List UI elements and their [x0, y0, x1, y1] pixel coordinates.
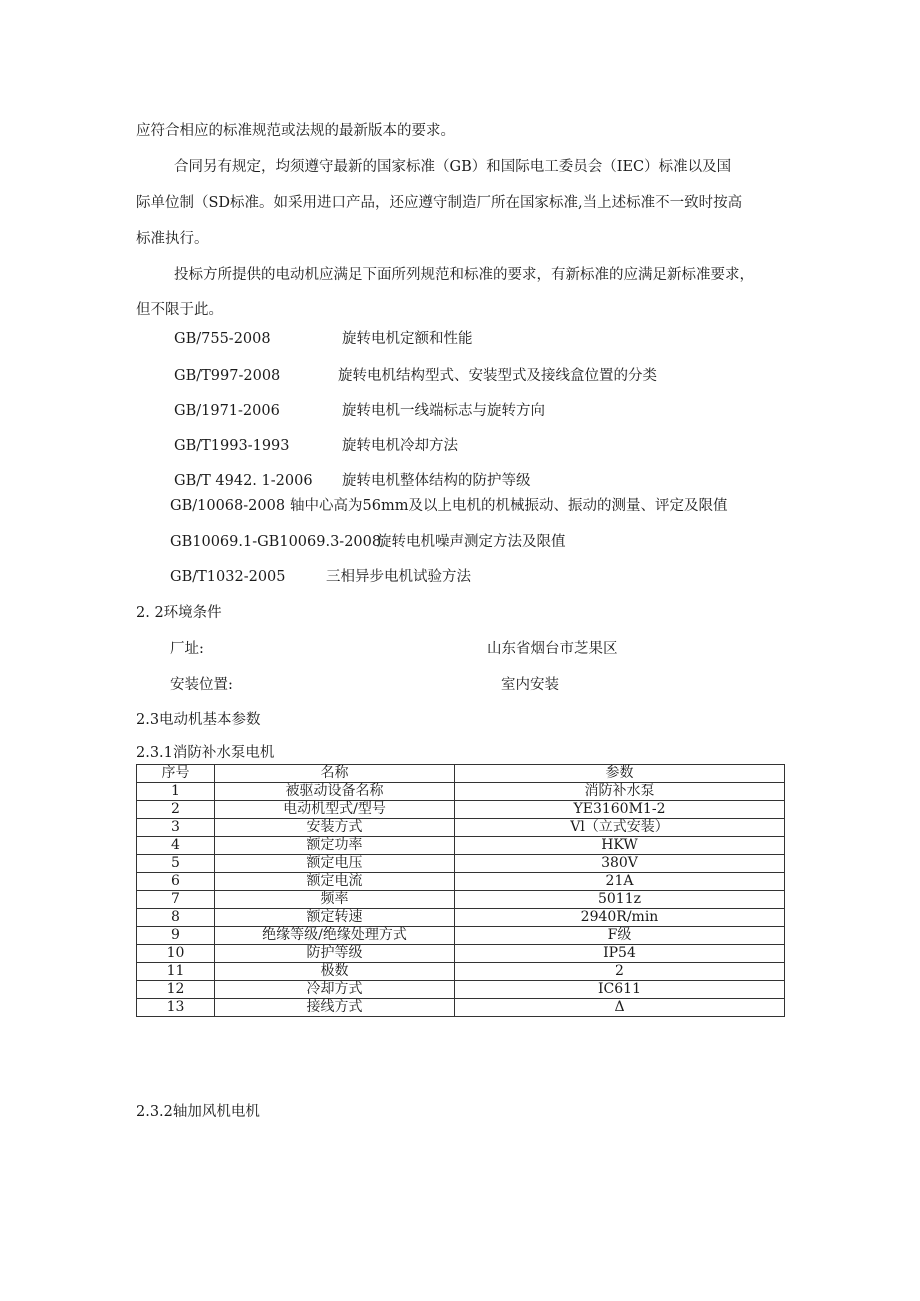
standard-desc: 轴中心高为56mm及以上电机的机械振动、振动的测量、评定及限值 [290, 498, 728, 514]
standard-desc: 旋转电机冷却方法 [342, 438, 458, 454]
table-row [137, 837, 785, 855]
row-value: 380V [455, 855, 785, 873]
standard-desc: 旋转电机定额和性能 [342, 331, 473, 347]
row-name: 被驱动设备名称 [215, 783, 455, 801]
table-row [137, 801, 785, 819]
paragraph-line: 合同另有规定，均须遵守最新的国家标准（GB）和国际电工委员会（IEC）标准以及国 [174, 159, 732, 175]
row-name: 极数 [215, 963, 455, 981]
row-index: 6 [137, 873, 215, 891]
site-label: 厂址: [170, 641, 204, 657]
standard-code: GB/10068-2008 [170, 498, 286, 514]
table-row [137, 927, 785, 945]
table-row [137, 945, 785, 963]
row-index: 3 [137, 819, 215, 837]
row-index: 5 [137, 855, 215, 873]
standard-desc: 旋转电机噪声测定方法及限值 [377, 534, 566, 550]
standard-desc: 旋转电机一线端标志与旋转方向 [342, 403, 545, 419]
standard-code: GB/T1993-1993 [174, 438, 290, 454]
subsection-heading: 2.3.1消防补水泵电机 [136, 745, 275, 761]
row-value: HKW [455, 837, 785, 855]
standard-desc: 旋转电机结构型式、安装型式及接线盒位置的分类 [338, 368, 657, 384]
paragraph-line: 应符合相应的标准规范或法规的最新版本的要求。 [136, 123, 455, 139]
row-value: F级 [455, 927, 785, 945]
row-value: IP54 [455, 945, 785, 963]
paragraph-line: 际单位制（SD标准。如采用进口产品，还应遵守制造厂所在国家标准,当上述标准不一致时按高 [136, 195, 743, 211]
table-row [137, 981, 785, 999]
subsection-heading: 2.3.2轴加风机电机 [136, 1104, 260, 1120]
header-index: 序号 [137, 765, 215, 783]
row-name: 额定电压 [215, 855, 455, 873]
row-index: 9 [137, 927, 215, 945]
section-heading: 2.3电动机基本参数 [136, 712, 261, 728]
table-row [137, 963, 785, 981]
row-name: 额定转速 [215, 909, 455, 927]
row-name: 冷却方式 [215, 981, 455, 999]
row-name: 频率 [215, 891, 455, 909]
table-row [137, 855, 785, 873]
standard-code: GB/T997-2008 [174, 368, 281, 384]
row-index: 8 [137, 909, 215, 927]
standard-code: GB/T1032-2005 [170, 569, 286, 585]
row-index: 4 [137, 837, 215, 855]
row-name: 额定电流 [215, 873, 455, 891]
row-index: 12 [137, 981, 215, 999]
row-name: 绝缘等级/绝缘处理方式 [215, 927, 455, 945]
row-index: 1 [137, 783, 215, 801]
table-row [137, 891, 785, 909]
row-name: 电动机型式/型号 [215, 801, 455, 819]
row-value: 21A [455, 873, 785, 891]
row-index: 10 [137, 945, 215, 963]
section-heading: 2. 2环境条件 [136, 605, 222, 621]
row-value: 消防补水泵 [455, 783, 785, 801]
row-value: 2 [455, 963, 785, 981]
row-value: IC611 [455, 981, 785, 999]
row-name: 额定功率 [215, 837, 455, 855]
row-name: 防护等级 [215, 945, 455, 963]
row-index: 2 [137, 801, 215, 819]
row-value: YE3160M1-2 [455, 801, 785, 819]
row-name: 安装方式 [215, 819, 455, 837]
table-header-row [137, 765, 785, 783]
motor-params-table [136, 764, 785, 1017]
row-name: 接线方式 [215, 999, 455, 1017]
paragraph-line: 投标方所提供的电动机应满足下面所列规范和标准的要求，有新标准的应满足新标准要求， [174, 267, 754, 283]
install-label: 安装位置: [170, 677, 233, 693]
paragraph-line: 标准执行。 [136, 231, 209, 247]
row-value: Vl（立式安装） [455, 819, 785, 837]
table-row [137, 873, 785, 891]
row-value: 2940R/min [455, 909, 785, 927]
standard-code: GB/755-2008 [174, 331, 271, 347]
table-row [137, 783, 785, 801]
table-row [137, 999, 785, 1017]
table-row [137, 819, 785, 837]
standard-code: GB/1971-2006 [174, 403, 280, 419]
header-value: 参数 [455, 765, 785, 783]
header-name: 名称 [215, 765, 455, 783]
row-value: Δ [455, 999, 785, 1017]
paragraph-line: 但不限于此。 [136, 302, 223, 318]
row-index: 7 [137, 891, 215, 909]
standard-code: GB/T 4942. 1-2006 [174, 473, 313, 489]
row-index: 13 [137, 999, 215, 1017]
standard-code: GB10069.1-GB10069.3-2008 [170, 534, 382, 550]
standard-desc: 旋转电机整体结构的防护等级 [342, 473, 531, 489]
row-index: 11 [137, 963, 215, 981]
standard-desc: 三相异步电机试验方法 [326, 569, 471, 585]
install-value: 室内安装 [501, 677, 559, 693]
row-value: 5011z [455, 891, 785, 909]
site-value: 山东省烟台市芝果区 [487, 641, 618, 657]
table-row [137, 909, 785, 927]
